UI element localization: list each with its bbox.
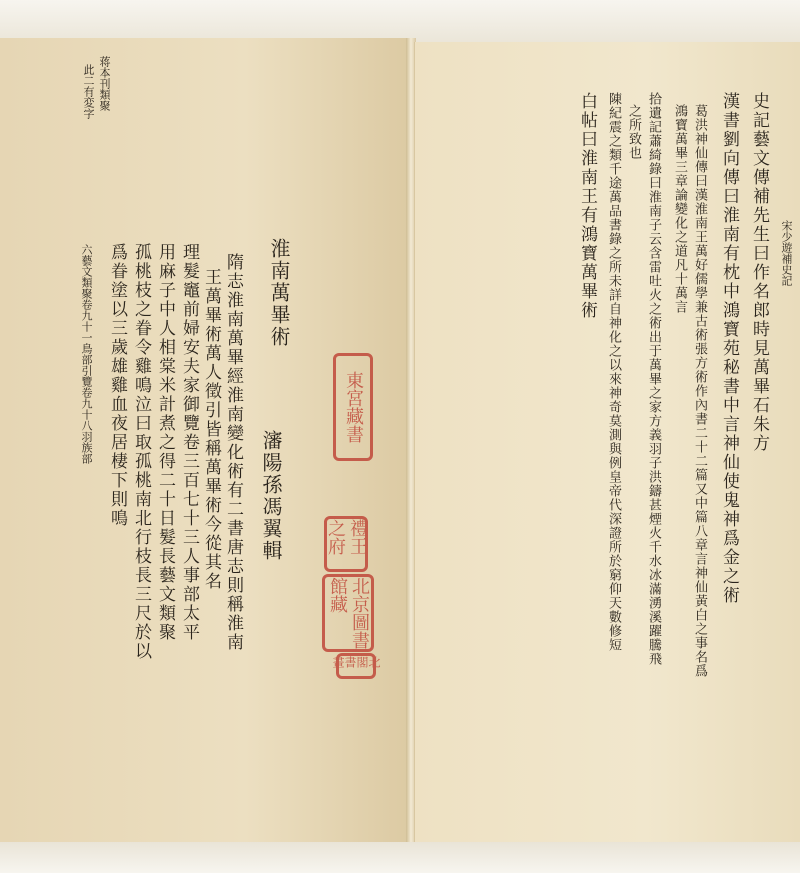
text-line-6: 爲眷塗以三歲雄雞血夜居棲下則鳴: [107, 243, 127, 528]
page-header: 宋少遊補史記: [780, 220, 793, 286]
text-line-7: 六藝文類聚卷九十一鳥部引覽卷九十八羽族部: [80, 244, 93, 464]
background-top: [0, 0, 800, 42]
seal-4: 北閣書畫: [336, 653, 376, 679]
text-line-r2: 漢書劉向傳曰淮南有枕中鴻寶苑秘書中言神仙使鬼神爲金之術: [719, 92, 739, 605]
background-bottom: [0, 842, 800, 873]
text-line-r7: 陳紀震之類千途萬品書錄之所未詳自神化之以來神奇莫測與例皇帝代深證所於窮仰天數修短: [606, 92, 621, 652]
attribution: 瀋陽孫馮翼輯: [259, 430, 283, 562]
text-line-r6: 之所致也: [626, 104, 641, 160]
text-line-r3: 葛洪神仙傳曰漢淮南王萬好儒學兼古術張方術作內書二十二篇又中篇八章言神仙黃白之事名爲: [692, 104, 707, 678]
text-line-r1: 史記藝文傳補先生曰作名郎時見萬畢石朱方: [749, 92, 769, 453]
text-line-4: 用麻子中人相棠米計煮之得二十日髮長藝文類聚: [155, 243, 175, 642]
seal-1: 東宮藏書: [333, 353, 373, 461]
book-title: 淮南萬畢術: [267, 238, 291, 348]
text-line-r5: 拾遺記蕭綺錄曰淮南子云含雷吐火之術出于萬畢之家方義羽子洪鑄甚煙火千水冰滿湧溪躍騰飛: [646, 92, 661, 666]
text-line-r8: 白帖曰淮南王有鴻寶萬畢術: [577, 92, 597, 320]
text-line-1: 隋志淮南萬畢經淮南變化術有二書唐志則稱淮南: [223, 253, 243, 652]
seal-3: 北京圖書館藏: [322, 574, 374, 652]
text-line-3: 理髮竈前婦安夫家御覽卷三百七十三人事部太平: [179, 243, 199, 642]
seal-2: 禮王之府: [324, 516, 368, 572]
text-line-2: 王萬畢術萬人徵引皆稱萬畢術今從其名: [201, 268, 221, 591]
left-margin-note-2: 此二有変字: [82, 64, 95, 119]
right-page: [414, 42, 800, 842]
text-line-r4: 鴻寶萬畢三章論變化之道凡十萬言: [672, 104, 687, 314]
text-line-5: 孤桃枝之眷令雞鳴泣曰取孤桃南北行枝長三尺於以: [131, 243, 151, 661]
left-margin-note: 蒋本刊類聚: [98, 56, 111, 111]
